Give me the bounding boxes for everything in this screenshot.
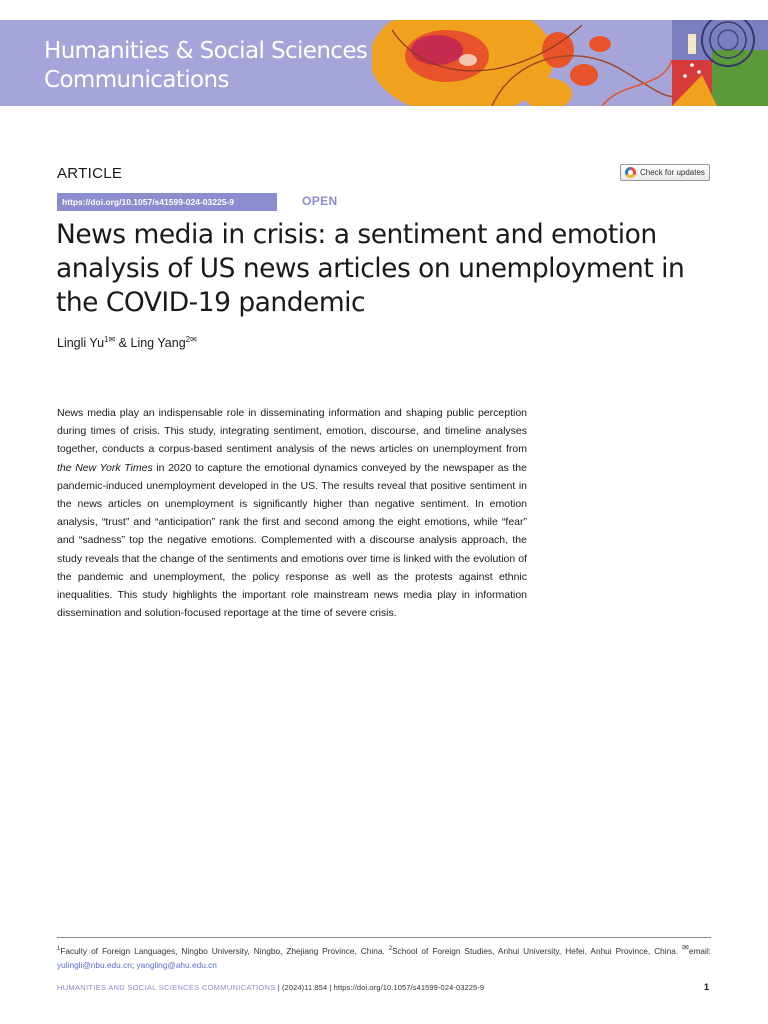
author-list [57, 335, 197, 350]
article-title: News media in crisis: a sentiment and emotion analysis of US news articles on unemployment in the COVID-19 pandemic [56, 219, 685, 318]
envelope-icon[interactable]: ✉ [190, 335, 197, 344]
abstract-text: News media play an indispensable role in disseminating information and shaping public perception during times of crisis. This study, integrating sentiment, emotion, discourse, and timeline analyses together, conducts a corpus-based sentiment analysis of the news articles on unemployment from [57, 407, 527, 456]
affiliation-number: 2 [388, 946, 393, 952]
journal-name[interactable] [44, 37, 367, 95]
email-separator: ; [131, 959, 137, 970]
affiliation-marker: 1 [104, 335, 109, 344]
journal-name-line1: Humanities & Social Sciences [44, 38, 368, 64]
email-link[interactable]: yulingli@nbu.edu.cn [57, 959, 132, 970]
article-type-label: ARTICLE [57, 165, 123, 182]
banner-artwork [372, 20, 768, 106]
check-for-updates-button[interactable] [620, 164, 710, 181]
page-footer [57, 983, 484, 992]
journal-banner [0, 20, 768, 106]
email-label: email: [688, 945, 711, 956]
open-access-label: OPEN [302, 194, 338, 208]
affiliation-text: School of Foreign Studies, Anhui University, Hefei, Anhui Province, China. [392, 945, 683, 956]
footer-citation: | (2024)11:854 | https://doi.org/10.1057/s41599-024-03225-9 [275, 983, 485, 992]
doi-link[interactable]: https://doi.org/10.1057/s41599-024-03225-9 [57, 193, 277, 211]
author-name[interactable]: Ling Yang [130, 336, 186, 351]
affiliation-number: 1 [57, 946, 61, 952]
envelope-icon[interactable]: ✉ [108, 335, 116, 344]
affiliation-text: Faculty of Foreign Languages, Ningbo University, Ningbo, Zhejiang Province, China. [60, 945, 389, 956]
journal-name-line2: Communications [44, 67, 229, 93]
abstract-italic-source: the New York Times [57, 461, 153, 474]
email-link[interactable]: yangling@ahu.edu.cn [136, 959, 217, 970]
abstract [57, 404, 527, 622]
affiliations-footnote [57, 941, 711, 972]
envelope-icon: ✉ [682, 943, 689, 952]
author-name[interactable]: Lingli Yu [57, 336, 105, 351]
page-number: 1 [704, 982, 710, 992]
affiliation-marker: 2 [185, 335, 191, 344]
footnote-divider [57, 937, 711, 938]
author-joiner: & [115, 336, 131, 351]
footer-journal-name: HUMANITIES AND SOCIAL SCIENCES COMMUNICATIONS [57, 983, 276, 992]
crossmark-icon [625, 167, 636, 178]
check-for-updates-label: Check for updates [640, 168, 705, 177]
abstract-text: in 2020 to capture the emotional dynamics conveyed by the newspaper as the pandemic-induced unemployment developed in the US. The results reveal that positive sentiment in the news articles on unemployment is significantly higher than negative sentiment. In emotion analysis, “trust” and “anticipation” rank the first and second among the eight emotions, while “fear” and “sadness” top the negative emotions. Complemented with a discourse analysis approach, the study reveals that the change of the sentiments and emotions over time is linked with the evolution of the pandemic and unemployment, the policy response as well as the protests against ethnic inequalities. This study highlights the important role mainstream news media play in information dissemination and solution-focused reportage at the time of severe crisis. [57, 461, 527, 620]
